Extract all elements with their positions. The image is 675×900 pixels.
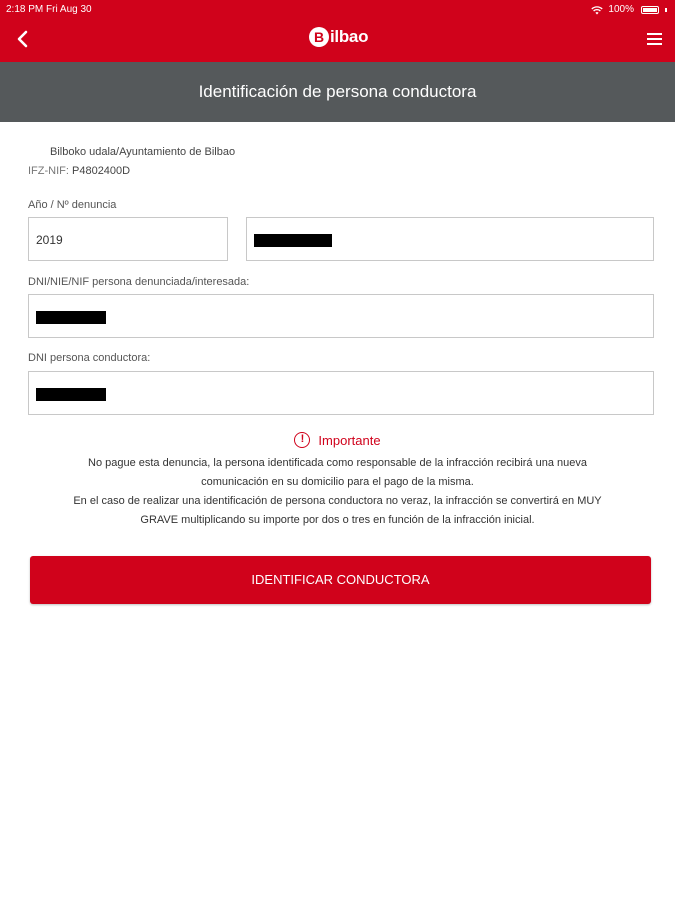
app-header xyxy=(0,0,675,62)
year-number-label: Año / Nº denuncia xyxy=(28,199,117,211)
denuncia-number-field[interactable] xyxy=(246,217,654,261)
dni-denunciada-field[interactable] xyxy=(28,294,654,338)
notice-line: GRAVE multiplicando su importe por dos o tres en función de la infracción inicial. xyxy=(140,514,535,526)
exclamation-circle-icon: ! xyxy=(294,432,310,448)
page-title: Identificación de persona conductora xyxy=(0,62,675,122)
redacted-value xyxy=(36,388,106,401)
logo-text: ilbao xyxy=(330,27,369,46)
wifi-icon xyxy=(591,5,603,15)
status-time-date: 2:18 PM Fri Aug 30 xyxy=(6,4,92,15)
hamburger-icon-line xyxy=(647,43,662,45)
nif-value: P4802400D xyxy=(72,165,131,177)
status-indicators xyxy=(591,0,667,20)
logo-letter: B xyxy=(309,27,329,47)
notice-line: No pague esta denuncia, la persona identificada como responsable de la infracción recibirá una nueva xyxy=(88,457,587,469)
chevron-left-icon xyxy=(16,30,28,48)
redacted-value xyxy=(254,234,332,247)
battery-icon xyxy=(641,6,659,14)
notice-line: En el caso de realizar una identificación de persona conductora no veraz, la infracción se convertirá en MUY xyxy=(73,495,602,507)
year-field[interactable] xyxy=(28,217,228,261)
menu-button[interactable] xyxy=(643,28,665,50)
hamburger-icon-line xyxy=(647,33,662,35)
battery-tip xyxy=(665,8,667,12)
dni-conductora-field[interactable] xyxy=(28,371,654,415)
bilbao-logo xyxy=(309,24,368,50)
dni-conductora-label: DNI persona conductora: xyxy=(28,352,151,364)
redacted-value xyxy=(36,311,106,324)
important-title: Importante xyxy=(318,432,381,448)
organization-nif xyxy=(28,165,130,177)
back-button[interactable] xyxy=(10,26,34,52)
nif-label: IFZ-NIF: xyxy=(28,165,69,177)
identify-driver-button[interactable]: IDENTIFICAR CONDUCTORA xyxy=(30,556,651,604)
dni-denunciada-label: DNI/NIE/NIF persona denunciada/interesada: xyxy=(28,276,250,288)
year-value: 2019 xyxy=(36,233,63,247)
battery-percent: 100% xyxy=(608,4,634,15)
notice-line: comunicación en su domicilio para el pago de la misma. xyxy=(201,476,474,488)
organization-name: Bilboko udala/Ayuntamiento de Bilbao xyxy=(50,146,236,158)
hamburger-icon-line xyxy=(647,38,662,40)
important-heading xyxy=(0,432,675,448)
status-bar xyxy=(0,0,675,20)
